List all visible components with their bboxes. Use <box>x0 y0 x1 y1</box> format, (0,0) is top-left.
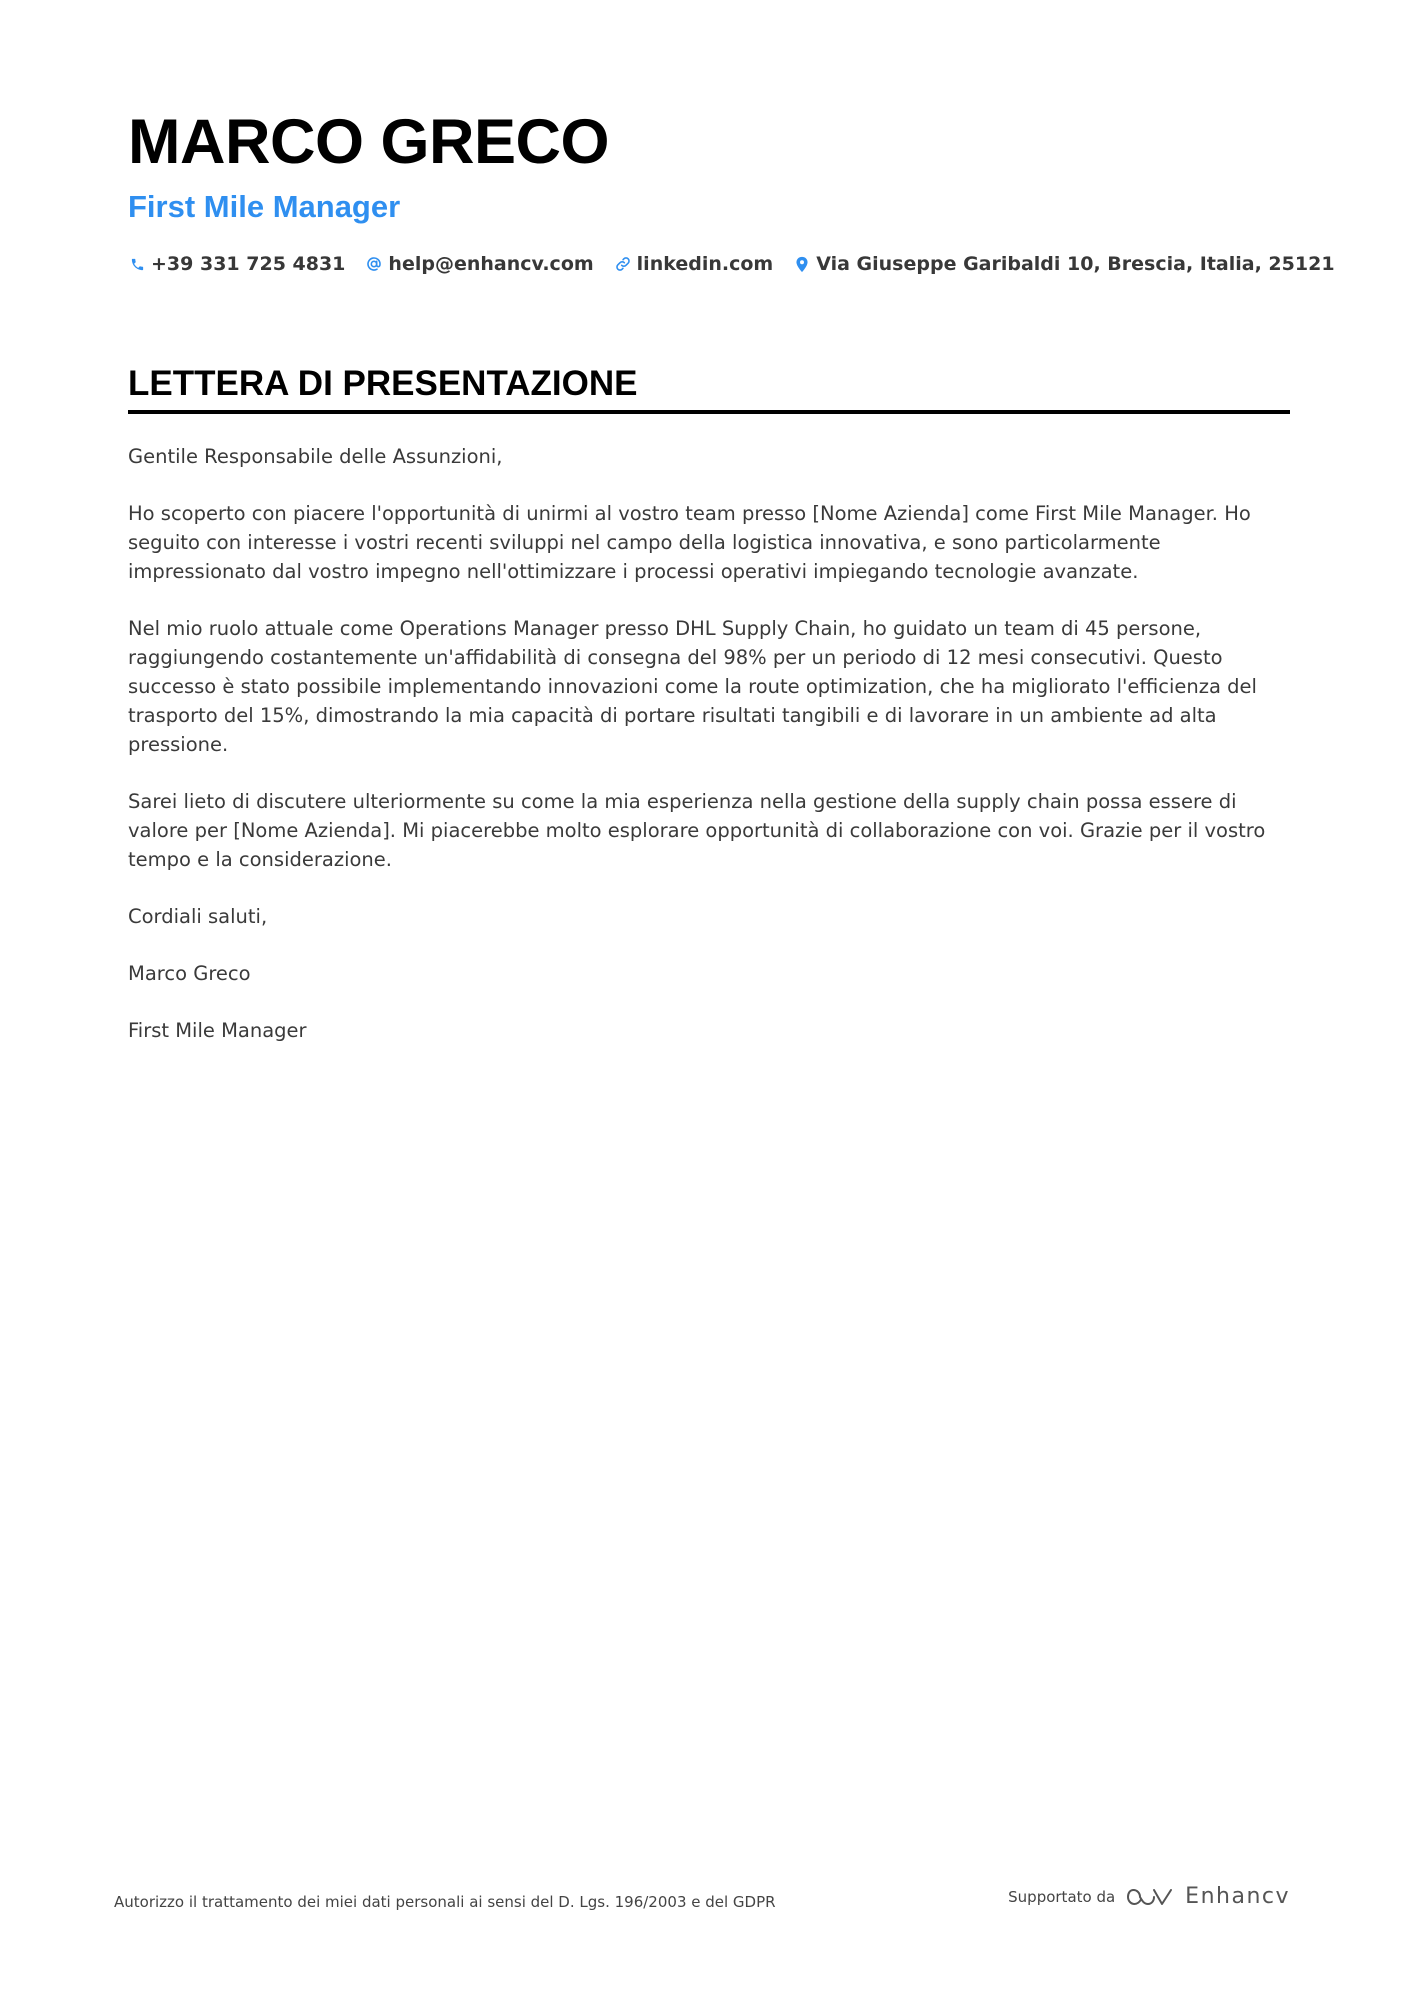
candidate-name: MARCO GRECO <box>128 107 609 177</box>
section-divider <box>128 410 1290 414</box>
letter-greeting: Gentile Responsabile delle Assunzioni, <box>128 445 503 468</box>
candidate-role: First Mile Manager <box>128 189 401 224</box>
contact-email-text: help@enhancv.com <box>388 253 594 275</box>
section-title: LETTERA DI PRESENTAZIONE <box>128 364 638 403</box>
footer-brand[interactable] <box>1008 1884 1290 1909</box>
location-pin-icon <box>793 254 811 274</box>
letter-body <box>128 442 1290 1073</box>
contact-address-text: Via Giuseppe Garibaldi 10, Brescia, Italia, 25121 <box>816 253 1335 275</box>
letter-paragraph: Nel mio ruolo attuale come Operations Manager presso DHL Supply Chain, ho guidato un team di 45 persone, raggiungendo costantemente un'affidabilità di consegna del 98% per un periodo di 12 mesi consecutivi. Questo successo è stato possibile implementando innovazioni come la route optimization, che ha migliorato l'efficienza del trasporto del 15%, dimostrando la mia capacità di portare risultati tangibili e di lavorare in un ambiente ad alta pressione. <box>128 617 1257 756</box>
contact-phone-text: +39 331 725 4831 <box>151 253 346 275</box>
link-icon <box>614 254 632 274</box>
contact-linkedin[interactable] <box>614 253 774 275</box>
contact-address <box>793 253 1334 275</box>
letter-closing: Cordiali saluti, <box>128 905 268 928</box>
supported-by-label: Supportato da <box>1008 1887 1116 1906</box>
contact-bar <box>128 253 1355 275</box>
footer-consent-note: Autorizzo il trattamento dei miei dati personali ai sensi del D. Lgs. 196/2003 e del GDPR <box>114 1893 776 1911</box>
signature-name: Marco Greco <box>128 962 251 985</box>
letter-paragraph: Sarei lieto di discutere ulteriormente su come la mia esperienza nella gestione della supply chain possa essere di valore per [Nome Azienda]. Mi piacerebbe molto esplorare opportunità di collaborazione con voi. Grazie per il vostro tempo e la considerazione. <box>128 790 1266 871</box>
at-sign-icon <box>365 254 383 274</box>
contact-phone[interactable] <box>128 253 345 275</box>
contact-linkedin-text: linkedin.com <box>636 253 774 275</box>
contact-email[interactable] <box>365 253 593 275</box>
phone-icon <box>128 254 146 274</box>
signature-role: First Mile Manager <box>128 1019 307 1042</box>
enhancv-brand-text: Enhancv <box>1185 1884 1290 1909</box>
enhancv-logo-icon <box>1127 1885 1173 1909</box>
letter-paragraph: Ho scoperto con piacere l'opportunità di unirmi al vostro team presso [Nome Azienda] come First Mile Manager. Ho seguito con interesse i vostri recenti sviluppi nel campo della logistica innovativa, e sono particolarmente impressionato dal vostro impegno nell'ottimizzare i processi operativi impiegando tecnologie avanzate. <box>128 502 1251 583</box>
